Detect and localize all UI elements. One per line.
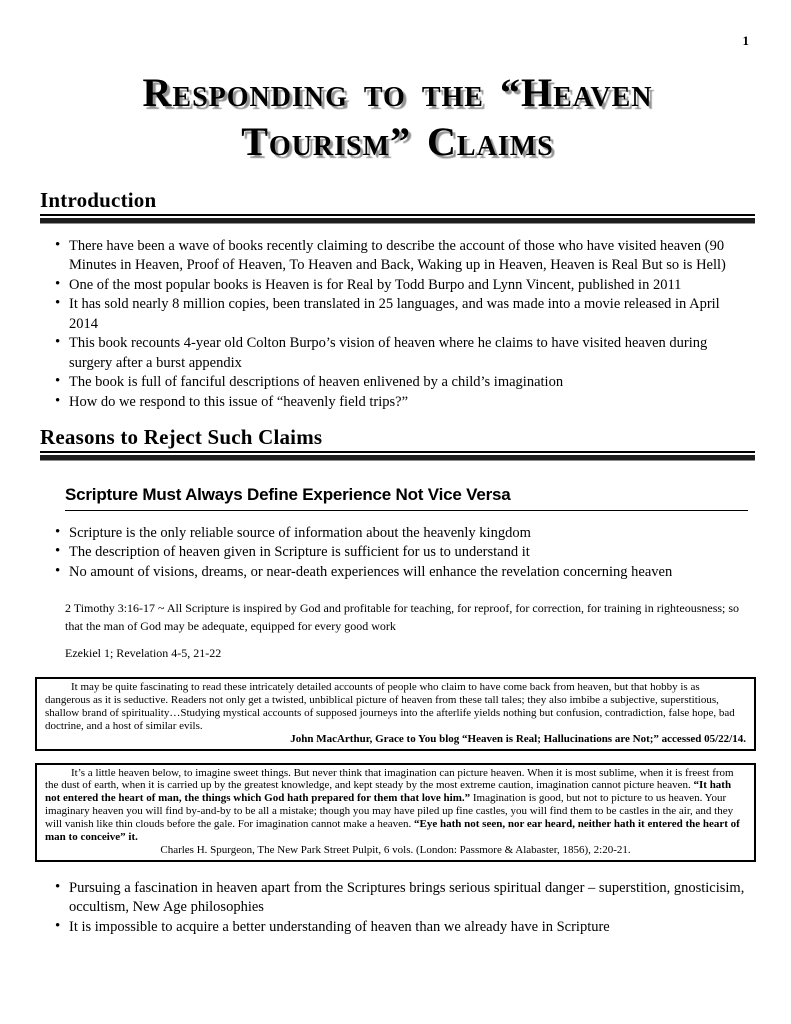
bullet-item: • No amount of visions, dreams, or near-death experiences will enhance the revelation concerning heaven [55, 563, 751, 583]
bullet-item: • One of the most popular books is Heaven is for Real by Todd Burpo and Lynn Vincent, published in 2011 [55, 276, 751, 296]
document-title-line-2: Tourism” Claims [241, 119, 554, 164]
bullet-item: • Pursuing a fascination in heaven apart from the Scriptures brings serious spiritual danger – superstition, gnosticisim, occultism, New Age philosophies [55, 879, 751, 918]
section-introduction [40, 188, 755, 412]
scripture-quote-2-timothy: 2 Timothy 3:16-17 ~ All Scripture is inspired by God and profitable for teaching, for reproof, for correction, for training in righteousness; so that the man of God may be adequate, equipped for every good work [65, 601, 740, 633]
page-number: 1 [742, 33, 749, 48]
scripture-references: Ezekiel 1; Revelation 4-5, 21-22 [65, 646, 222, 660]
section-reasons [40, 425, 755, 937]
bullet-item: • There have been a wave of books recently claiming to describe the account of those who have visited heaven (90 Minutes in Heaven, Proof of Heaven, To Heaven and Back, Waking up in Heaven, Heaven is Real But so is Hell) [55, 237, 751, 276]
document-title [40, 68, 755, 166]
bullet-item: • The book is full of fanciful descriptions of heaven enlivened by a child’s imagination [55, 373, 751, 393]
bullet-item: • It is impossible to acquire a better understanding of heaven than we already have in Scripture [55, 918, 751, 938]
bullet-item: • The description of heaven given in Scripture is sufficient for us to understand it [55, 543, 751, 563]
quote-attribution: Charles H. Spurgeon, The New Park Street Pulpit, 6 vols. (London: Passmore & Alabaster, 1856), 2:20-21. [160, 843, 631, 856]
bullet-item: • This book recounts 4-year old Colton Burpo’s vision of heaven where he claims to have visited heaven during surgery after a burst appendix [55, 334, 751, 373]
quote-body: It’s a little heaven below, to imagine sweet things. But never think that imagination can picture heaven. When it is most sublime, when it is freest from the dust of earth, when it is carried up by the greatest knowledge, and kept steady by the most extreme caution, imagination cannot picture heaven. “It hath not entered the heart of man, the things which God hath prepared for them that love him.” Imagination is good, but not to picture to us heaven. Your imaginary heaven you will find by-and-by to be all a mistake; though you may have piled up fine castles, you will find them to be castles in the air, and they will vanish like thin clouds before the gale. For imagination cannot make a heaven. “Eye hath not seen, nor ear heard, neither hath it entered the heart of man to conceive” it. [45, 766, 740, 844]
heading-rule [40, 214, 755, 224]
quote-box-macarthur [35, 677, 756, 751]
reasons-subheading: Scripture Must Always Define Experience Not Vice Versa [65, 485, 748, 511]
quote-attribution: John MacArthur, Grace to You blog “Heaven is Real; Hallucinations are Not;” accessed 05/22/14. [290, 732, 746, 745]
heading-rule [40, 451, 755, 461]
document-title-line-1: Responding to the “Heaven [142, 70, 653, 115]
bullet-item: • How do we respond to this issue of “heavenly field trips?” [55, 393, 751, 413]
reasons-bullet-list [40, 524, 751, 583]
bullet-item: • It has sold nearly 8 million copies, been translated in 25 languages, and was made into a movie released in April 2014 [55, 295, 751, 334]
introduction-heading: Introduction [40, 188, 157, 212]
reasons-heading: Reasons to Reject Such Claims [40, 425, 323, 449]
bullet-item: • Scripture is the only reliable source of information about the heavenly kingdom [55, 524, 751, 544]
closing-bullet-list [40, 879, 751, 938]
introduction-bullet-list [40, 237, 751, 413]
quote-body: It may be quite fascinating to read these intricately detailed accounts of people who claim to have come back from heaven, but that hobby is as dangerous as it is seductive. Readers not only get a twisted, unbiblical picture of heaven from these tall tales; they also imbibe a subjective, superstitious, shallow brand of spirituality…Studying mystical accounts of supposed journeys into the afterlife yields nothing but confusion, contradiction, false hope, bad doctrine, and a host of similar evils. [45, 681, 735, 732]
quote-box-spurgeon [35, 763, 756, 862]
